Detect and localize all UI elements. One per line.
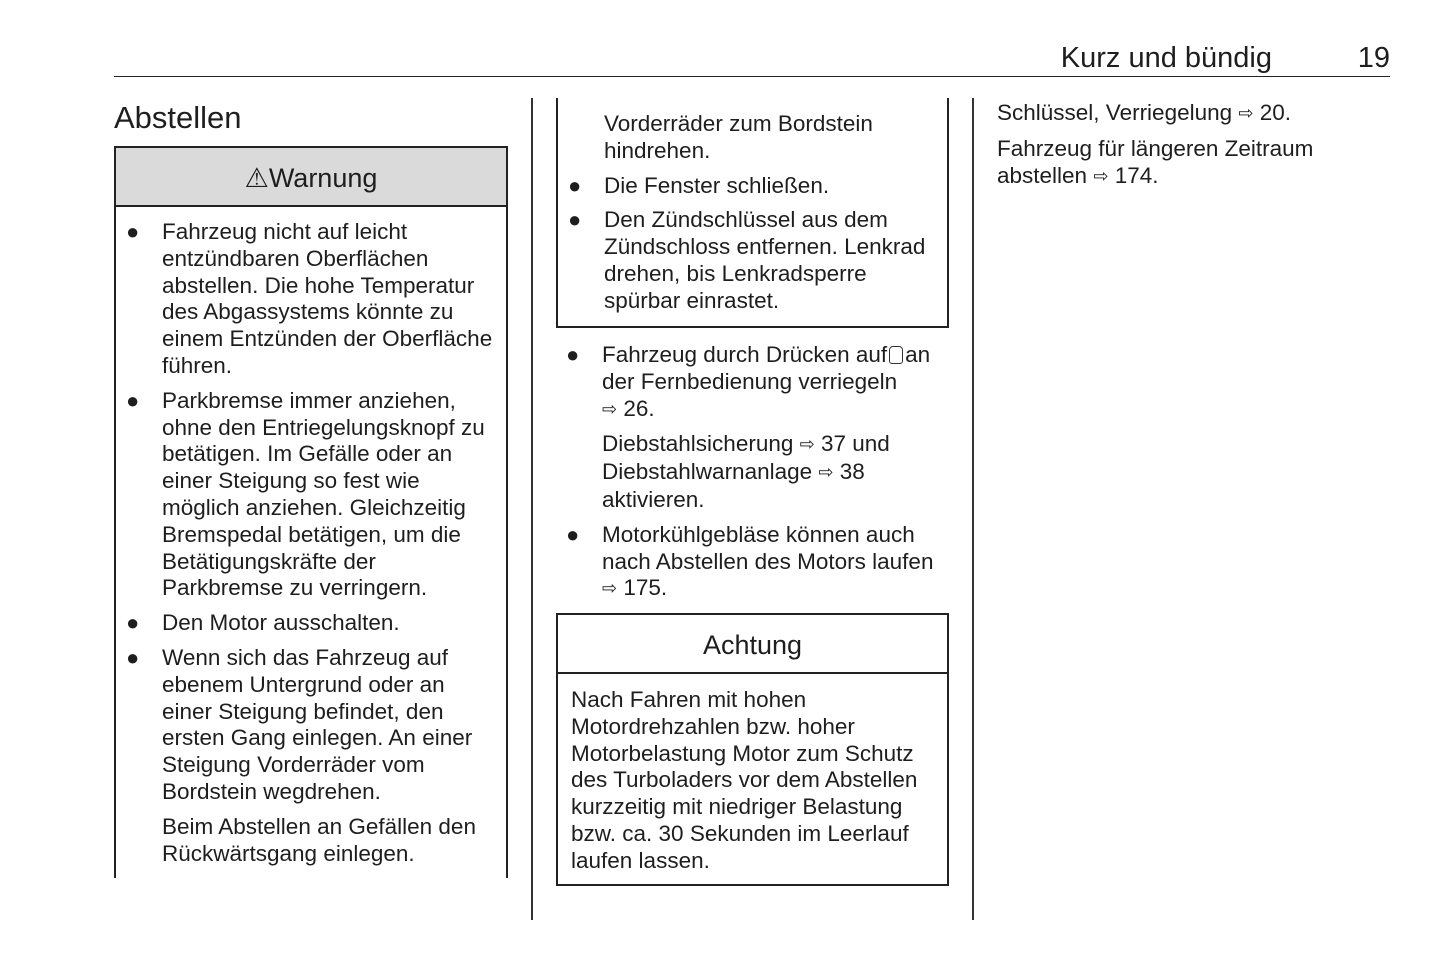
section-title: Kurz und bündig	[1060, 42, 1272, 74]
caution-body: Nach Fahren mit hohen Motordrehzahlen bzw. hoher Motorbelastung Motor zum Schutz des Turboladers vor dem Abstellen kurzzeitig mit niedriger Belastung bzw. ca. 30 Sekunden im Leerlauf laufen lassen.	[571, 687, 918, 873]
page-ref-link[interactable]: 26.	[623, 395, 655, 421]
column-divider	[531, 98, 533, 920]
warning-box-continued	[556, 98, 949, 328]
list-item: ● Den Zündschlüssel aus dem Zündschloss entfernen. Lenkrad drehen, bis Lenkradsperre spürbar einrastet.	[568, 207, 926, 313]
page-ref-arrow-icon: ⇨	[1238, 103, 1254, 123]
caution-heading: Achtung	[558, 615, 947, 674]
list-item: ● Parkbremse immer anziehen, ohne den Entriegelungsknopf zu betätigen. Im Gefälle oder an einer Steigung so fest wie möglich anziehen. Gleichzeitig Bremspedal betätigen, um die Betätigungskräfte der Parkbremse zu verringern.	[126, 387, 485, 601]
column-divider	[972, 98, 974, 920]
paragraph: Vorderräder zum Bordstein hindrehen.	[604, 111, 873, 163]
lock-icon	[889, 346, 903, 364]
list-item: ● Motorkühlgebläse können auch nach Abstellen des Motors laufen ⇨ 175.	[566, 521, 934, 601]
page-ref-link[interactable]: 175.	[623, 575, 668, 601]
list-item: ● Fahrzeug durch Drücken auf an der Fernbedienung verriegeln ⇨ 26.	[566, 342, 931, 421]
list-item: ● Wenn sich das Fahrzeug auf ebenem Untergrund oder an einer Steigung befindet, den ersten Gang einlegen. An einer Steigung Vorderräder vom Bordstein wegdrehen.	[126, 644, 473, 804]
cross-reference: Schlüssel, Verriegelung ⇨ 20.	[997, 100, 1292, 125]
list-item: ● Den Motor ausschalten.	[126, 610, 400, 636]
bullet-icon: ●	[568, 172, 582, 198]
bullet-icon: ●	[566, 342, 580, 367]
column-3	[997, 100, 1377, 190]
list-item: ● Die Fenster schließen.	[568, 172, 830, 198]
bullet-icon: ●	[126, 387, 140, 413]
bullet-icon: ●	[126, 610, 140, 636]
page-ref-link[interactable]: 174.	[1114, 162, 1159, 188]
column-2-list	[556, 342, 956, 611]
page-ref-arrow-icon: ⇨	[602, 398, 618, 419]
page-header	[114, 40, 1390, 77]
bullet-icon: ●	[568, 207, 582, 233]
bullet-icon: ●	[126, 219, 140, 244]
cross-reference: Fahrzeug für längeren Zeitraum abstellen ⇨ 174.	[997, 135, 1314, 188]
page-ref-arrow-icon: ⇨	[1093, 165, 1109, 186]
page-ref-link[interactable]: 37 und	[821, 431, 890, 457]
page-ref-arrow-icon: ⇨	[799, 434, 815, 455]
paragraph: Beim Abstellen an Gefällen den Rückwärtsgang einlegen.	[162, 813, 476, 866]
page-ref-link[interactable]: 20.	[1259, 100, 1292, 125]
warning-box	[114, 146, 508, 878]
caution-box	[556, 613, 949, 886]
page-number: 19	[1357, 42, 1390, 74]
page-ref-arrow-icon: ⇨	[818, 462, 834, 483]
warning-heading: ⚠Warnung	[116, 148, 506, 207]
bullet-icon: ●	[126, 644, 140, 670]
page-title: Abstellen	[114, 100, 242, 135]
page-ref-link[interactable]: 38 aktivieren.	[602, 459, 865, 512]
list-item: ● Fahrzeug nicht auf leicht entzündbaren Oberflächen abstellen. Die hohe Temperatur des Abgassystems könnte zu einem Entzünden der Oberfläche führen.	[126, 219, 493, 378]
bullet-icon: ●	[566, 521, 580, 547]
paragraph: Diebstahlsicherung ⇨ 37 und Diebstahlwarnanlage ⇨ 38 aktivieren.	[602, 431, 890, 512]
page-ref-arrow-icon: ⇨	[602, 578, 618, 599]
